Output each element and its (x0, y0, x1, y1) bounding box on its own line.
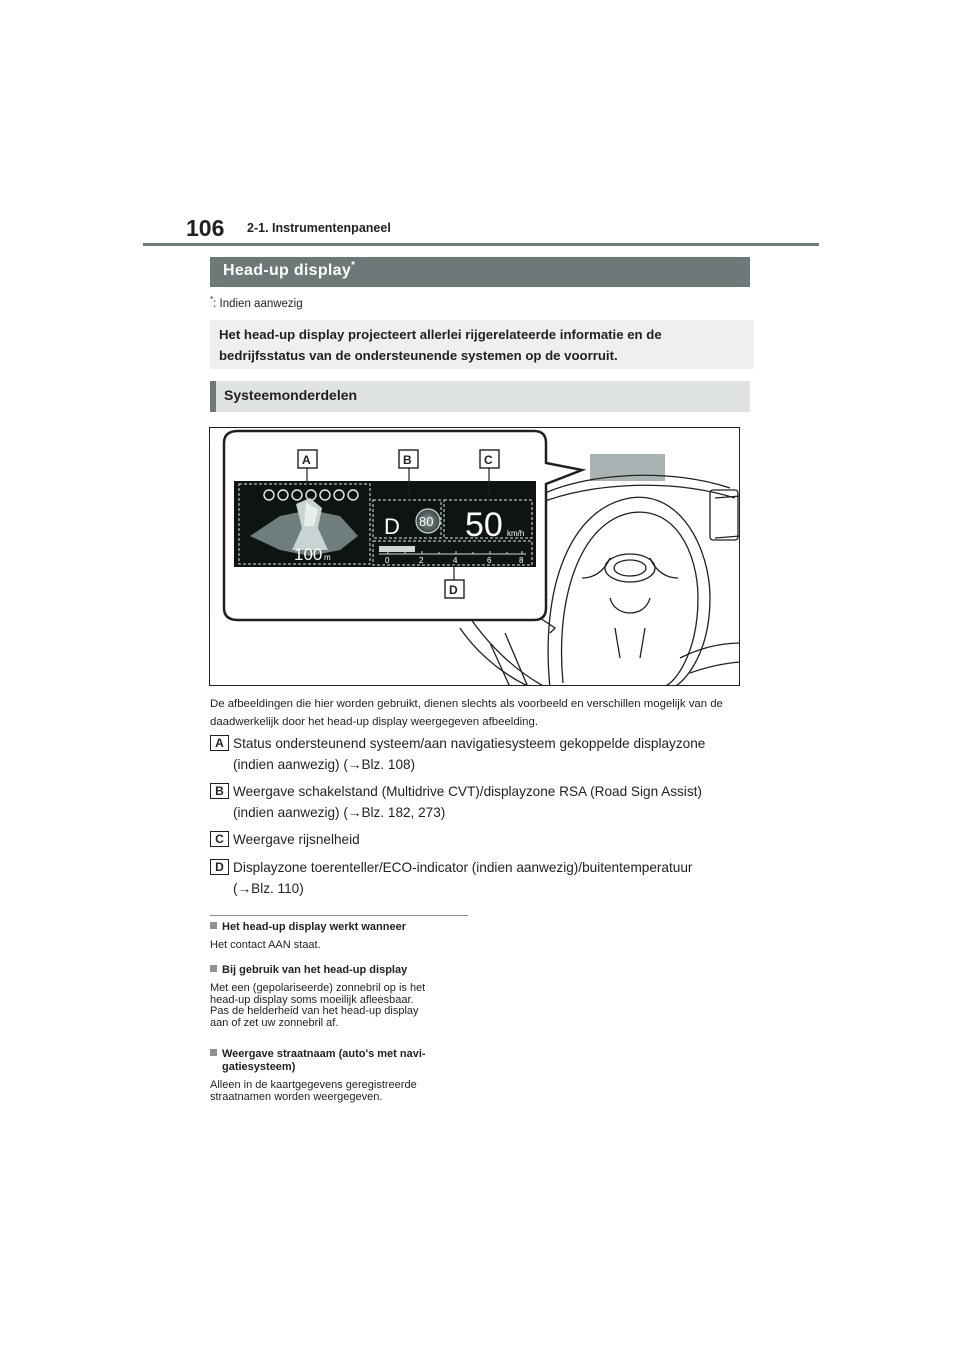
footnote (210, 295, 303, 310)
scale-label-2: 2 (419, 556, 424, 565)
heading-title: Head-up display (223, 262, 352, 279)
square-bullet-icon (210, 1049, 217, 1056)
square-bullet-icon (210, 965, 217, 972)
section-title: 2-1. Instrumentenpaneel (247, 221, 391, 235)
footnote-text: : Indien aanwezig (213, 298, 303, 310)
road-sign-value: 80 (419, 514, 434, 529)
heading-systeemonderdelen (210, 381, 750, 412)
callout-d-label: D (449, 583, 458, 597)
item-badge: A (210, 735, 229, 751)
item-badge: B (210, 783, 229, 799)
scale-label-0: 0 (385, 556, 390, 565)
speed-unit: km/h (507, 529, 525, 538)
intro-text: Het head-up display projecteert allerlei rijgerelateerde informatie en de bedrijfsstatus van de ondersteunende systemen op de voorruit. (219, 327, 662, 363)
item-ref: (→Blz. 110) (233, 881, 304, 896)
note-body: Het contact AAN staat. (210, 939, 321, 951)
item-text: Status ondersteunend systeem/aan navigatiesysteem gekoppelde displayzone (233, 736, 706, 751)
callout-b-label: B (403, 453, 412, 467)
figure-caption: De afbeeldingen die hier worden gebruikt, dienen slechts als voorbeeld en verschillen mogelijk van de daadwerkelijk door het head-up display weergegeven afbeelding. (210, 698, 723, 728)
notes-divider (210, 915, 468, 916)
note-heading: Bij gebruik van het head-up display (210, 964, 470, 977)
scale-label-4: 4 (453, 556, 458, 565)
heading-marker: * (351, 260, 356, 271)
item-badge: D (210, 859, 229, 875)
callout-c-label: C (484, 453, 493, 467)
page-number: 106 (186, 215, 225, 241)
nav-distance: 100 (294, 545, 323, 564)
item-badge: C (210, 831, 229, 847)
callout-a-label: A (302, 453, 311, 467)
item-ref: (indien aanwezig) (→Blz. 108) (233, 757, 416, 772)
footnote-marker: * (210, 295, 214, 304)
header-rule (143, 243, 819, 246)
item-text: Weergave schakelstand (Multidrive CVT)/displayzone RSA (Road Sign Assist) (233, 784, 702, 799)
note-body: Met een (gepolariseerde) zonnebril op is het head-up display soms moeilijk afleesbaar. Pas de helderheid van het head-up display aan of zet uw zonnebril af. (210, 982, 426, 1029)
nav-distance-unit: m (324, 553, 331, 562)
heading-head-up-display (210, 257, 750, 287)
note-heading: Het head-up display werkt wanneer (210, 921, 470, 934)
speed-value: 50 (465, 506, 503, 544)
heading2-text: Systeemonderdelen (224, 387, 358, 403)
tachometer-bar (379, 546, 415, 552)
scale-label-8: 8 (519, 556, 524, 565)
note-body: Alleen in de kaartgegevens geregistreerde straatnamen worden weergegeven. (210, 1079, 417, 1103)
item-text: Weergave rijsnelheid (233, 832, 360, 847)
item-ref: (indien aanwezig) (→Blz. 182, 273) (233, 805, 446, 820)
windshield-projection (590, 454, 665, 481)
scale-label-6: 6 (487, 556, 492, 565)
square-bullet-icon (210, 922, 217, 929)
hud-figure (209, 427, 740, 686)
gear-indicator: D (384, 514, 400, 539)
intro-box (210, 320, 754, 369)
item-text: Displayzone toerenteller/ECO-indicator (indien aanwezig)/buitentemperatuur (233, 860, 693, 875)
hud-illustration (210, 428, 740, 686)
note-heading: Weergave straatnaam (auto's met navi- gatiesysteem) (210, 1048, 470, 1074)
